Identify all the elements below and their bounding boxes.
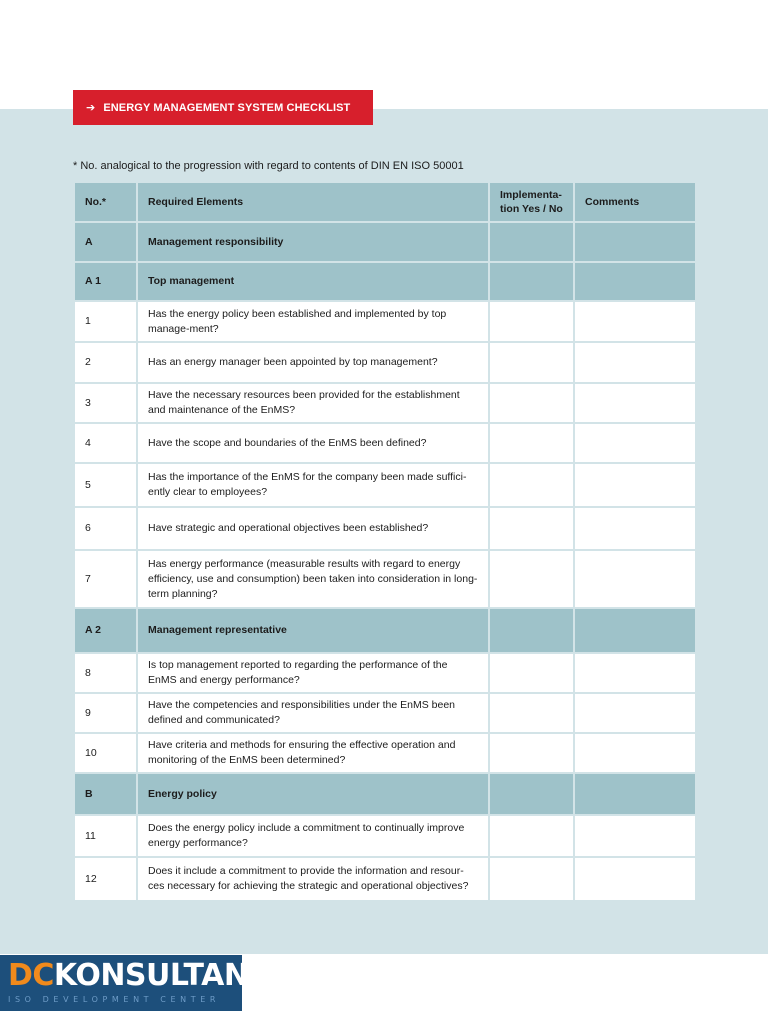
row-number: 1 xyxy=(74,301,137,342)
implementation-cell[interactable] xyxy=(489,342,574,383)
row-number: 6 xyxy=(74,507,137,550)
column-header-implementation xyxy=(489,182,574,222)
checklist-title-bar xyxy=(73,90,373,125)
question-row xyxy=(74,463,696,507)
table-header-row xyxy=(74,182,696,222)
question-text: Is top management reported to regarding the performance of the EnMS and energy performance? xyxy=(137,653,489,693)
comments-cell[interactable] xyxy=(574,301,696,342)
row-number: A 1 xyxy=(74,262,137,301)
row-number: 8 xyxy=(74,653,137,693)
question-text: Have the necessary resources been provided for the establishment and maintenance of the EnMS? xyxy=(137,383,489,423)
comments-cell[interactable] xyxy=(574,342,696,383)
row-number: 3 xyxy=(74,383,137,423)
question-row xyxy=(74,507,696,550)
comments-cell[interactable] xyxy=(574,550,696,608)
row-number: 11 xyxy=(74,815,137,857)
row-number: 12 xyxy=(74,857,137,901)
implementation-cell[interactable] xyxy=(489,550,574,608)
question-text: Has the energy policy been established and implemented by top manage-ment? xyxy=(137,301,489,342)
implementation-cell[interactable] xyxy=(489,463,574,507)
row-number: 7 xyxy=(74,550,137,608)
question-text: Has energy performance (measurable results with regard to energy efficiency, use and consumption) been taken into consideration in long-term planning? xyxy=(137,550,489,608)
implementation-cell xyxy=(489,773,574,815)
implementation-cell[interactable] xyxy=(489,815,574,857)
section-title: Energy policy xyxy=(137,773,489,815)
logo-konsultan: KONSULTAN xyxy=(53,958,249,993)
question-row xyxy=(74,815,696,857)
row-number: 4 xyxy=(74,423,137,463)
implementation-header-line2: tion Yes / No xyxy=(500,203,563,215)
comments-cell[interactable] xyxy=(574,507,696,550)
comments-cell[interactable] xyxy=(574,733,696,773)
comments-cell[interactable] xyxy=(574,857,696,901)
comments-cell[interactable] xyxy=(574,653,696,693)
implementation-cell xyxy=(489,222,574,262)
logo-dc: DC xyxy=(8,958,54,993)
section-row xyxy=(74,222,696,262)
comments-cell xyxy=(574,773,696,815)
row-number: B xyxy=(74,773,137,815)
row-number: 2 xyxy=(74,342,137,383)
question-text: Has the importance of the EnMS for the company been made suffici-ently clear to employees? xyxy=(137,463,489,507)
question-row xyxy=(74,857,696,901)
implementation-cell[interactable] xyxy=(489,301,574,342)
implementation-cell[interactable] xyxy=(489,693,574,733)
implementation-cell[interactable] xyxy=(489,857,574,901)
row-number: A xyxy=(74,222,137,262)
comments-cell xyxy=(574,222,696,262)
implementation-cell[interactable] xyxy=(489,383,574,423)
question-text: Have the scope and boundaries of the EnMS been defined? xyxy=(137,423,489,463)
footnote: * No. analogical to the progression with regard to contents of DIN EN ISO 50001 xyxy=(73,160,464,172)
question-row xyxy=(74,733,696,773)
implementation-cell xyxy=(489,262,574,301)
comments-cell[interactable] xyxy=(574,693,696,733)
implementation-cell[interactable] xyxy=(489,423,574,463)
company-logo xyxy=(0,955,249,1011)
column-header-required-elements: Required Elements xyxy=(137,182,489,222)
question-row xyxy=(74,693,696,733)
question-text: Have the competencies and responsibilities under the EnMS been defined and communicated? xyxy=(137,693,489,733)
column-header-comments: Comments xyxy=(574,182,696,222)
logo-subtitle: ISO DEVELOPMENT CENTER xyxy=(8,995,221,1004)
implementation-cell[interactable] xyxy=(489,653,574,693)
checklist-body xyxy=(74,222,696,901)
row-number: 5 xyxy=(74,463,137,507)
row-number: 10 xyxy=(74,733,137,773)
row-number: 9 xyxy=(74,693,137,733)
question-row xyxy=(74,301,696,342)
section-row xyxy=(74,608,696,653)
question-row xyxy=(74,342,696,383)
comments-cell xyxy=(574,262,696,301)
question-text: Has an energy manager been appointed by top management? xyxy=(137,342,489,383)
row-number: A 2 xyxy=(74,608,137,653)
section-title: Management responsibility xyxy=(137,222,489,262)
implementation-cell xyxy=(489,608,574,653)
checklist-table xyxy=(73,181,697,902)
implementation-cell[interactable] xyxy=(489,507,574,550)
checklist-title: ENERGY MANAGEMENT SYSTEM CHECKLIST xyxy=(103,101,351,114)
question-text: Does the energy policy include a commitment to continually improve energy performance? xyxy=(137,815,489,857)
section-row xyxy=(74,773,696,815)
question-row xyxy=(74,383,696,423)
section-title: Management representative xyxy=(137,608,489,653)
comments-cell[interactable] xyxy=(574,463,696,507)
logo-wordmark xyxy=(8,958,249,993)
comments-cell[interactable] xyxy=(574,383,696,423)
arrow-right-icon: ➔ xyxy=(86,102,96,114)
question-row xyxy=(74,653,696,693)
implementation-header-line1: Implementa- xyxy=(500,189,562,201)
column-header-no: No.* xyxy=(74,182,137,222)
question-text: Does it include a commitment to provide the information and resour-ces necessary for achieving the strategic and operational objectives? xyxy=(137,857,489,901)
question-row xyxy=(74,423,696,463)
question-text: Have strategic and operational objectives been established? xyxy=(137,507,489,550)
section-row xyxy=(74,262,696,301)
comments-cell[interactable] xyxy=(574,423,696,463)
question-text: Have criteria and methods for ensuring the effective operation and monitoring of the EnMS been determined? xyxy=(137,733,489,773)
section-title: Top management xyxy=(137,262,489,301)
comments-cell[interactable] xyxy=(574,815,696,857)
question-row xyxy=(74,550,696,608)
implementation-cell[interactable] xyxy=(489,733,574,773)
comments-cell xyxy=(574,608,696,653)
